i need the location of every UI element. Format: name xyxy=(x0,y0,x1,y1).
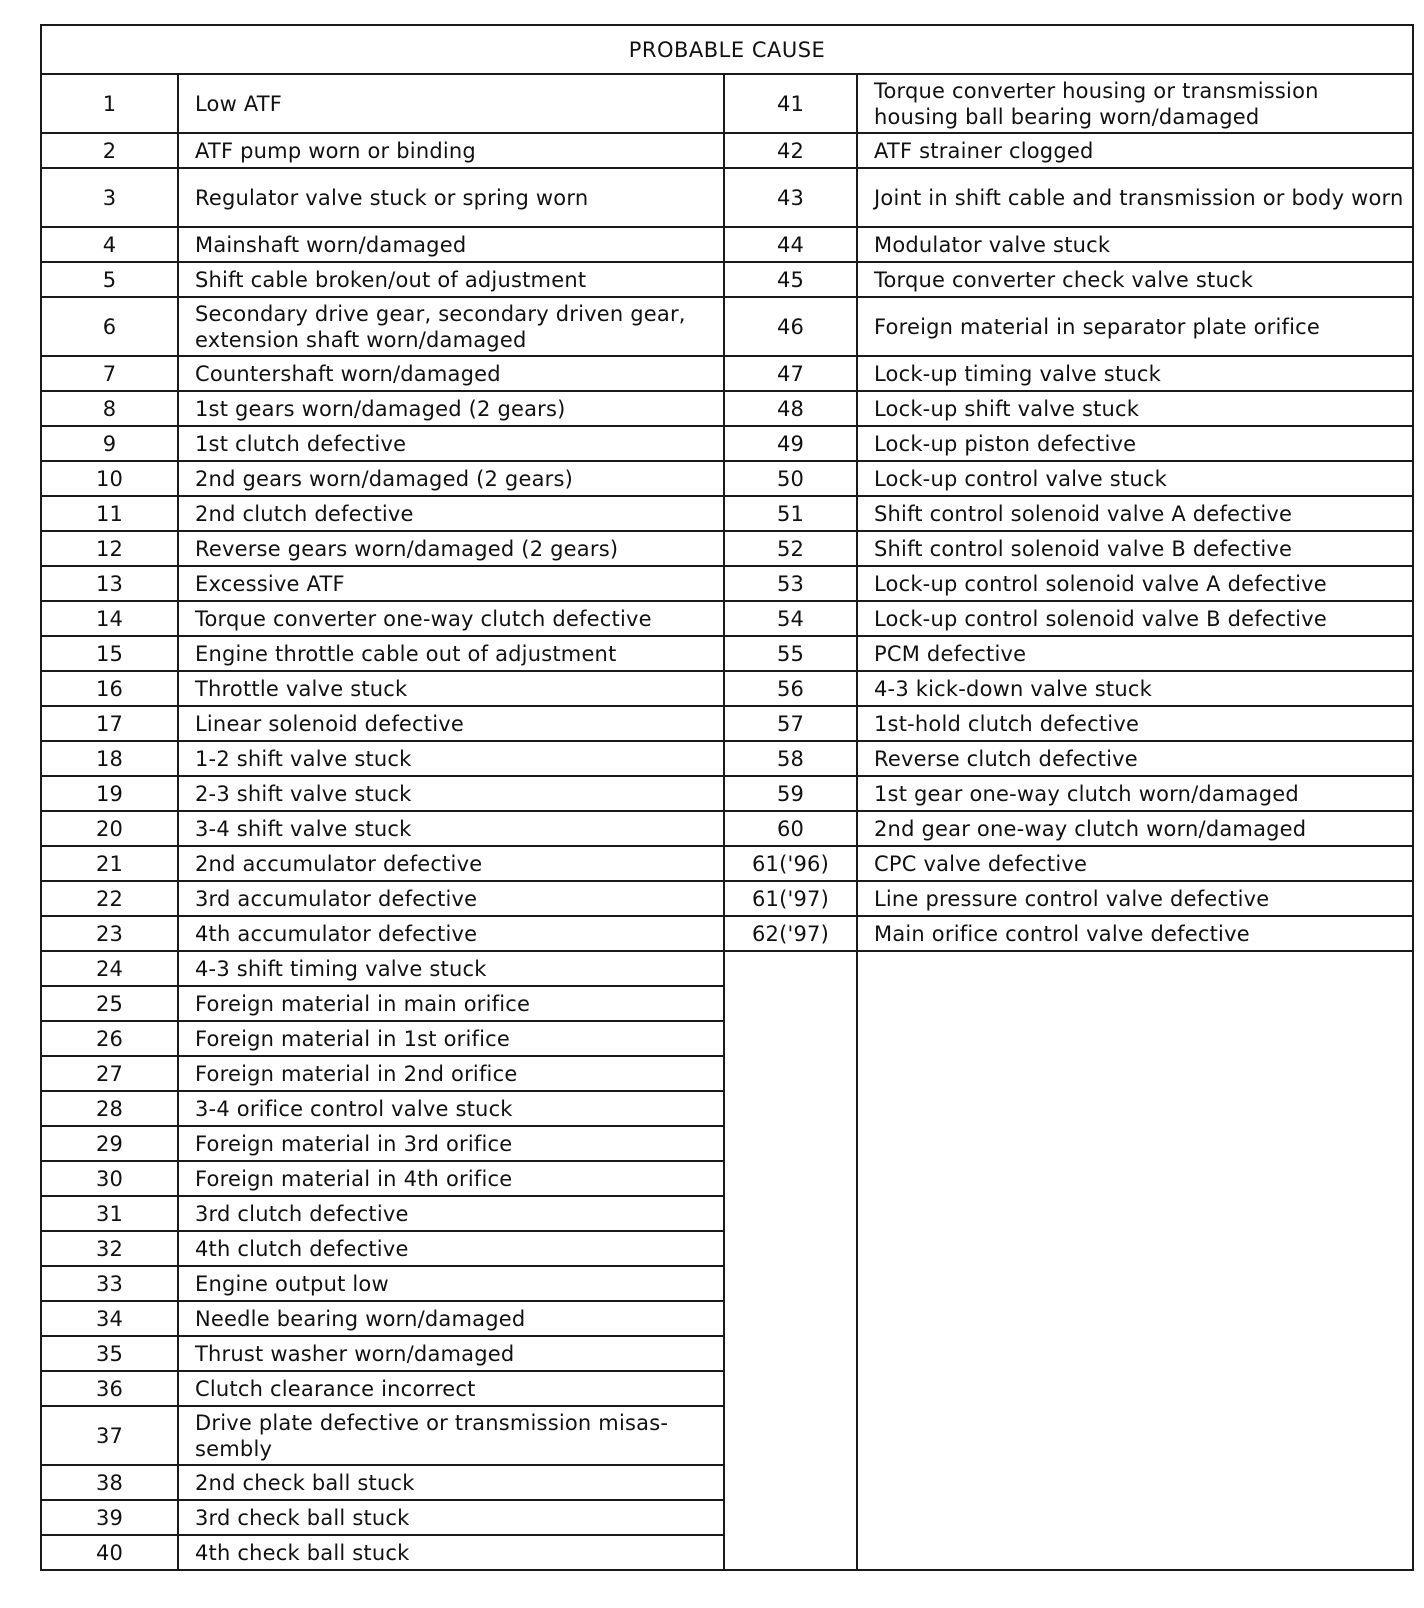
cause-description: 3-4 orifice control valve stuck xyxy=(178,1091,724,1126)
cause-description: Torque converter housing or transmission housing ball bearing worn/damaged xyxy=(857,74,1413,133)
cause-number: 57 xyxy=(724,706,857,741)
cause-number: 51 xyxy=(724,496,857,531)
cause-description: Lock-up piston defective xyxy=(857,426,1413,461)
cause-description: Foreign material in 2nd orifice xyxy=(178,1056,724,1091)
cause-number: 15 xyxy=(41,636,178,671)
table-body xyxy=(41,74,1413,1570)
table-row xyxy=(41,461,1413,496)
cause-description: Linear solenoid defective xyxy=(178,706,724,741)
cause-description: 1st-hold clutch defective xyxy=(857,706,1413,741)
cause-number: 58 xyxy=(724,741,857,776)
cause-number: 56 xyxy=(724,671,857,706)
cause-description: Clutch clearance incorrect xyxy=(178,1371,724,1406)
cause-number: 10 xyxy=(41,461,178,496)
table-row xyxy=(41,671,1413,706)
cause-number: 54 xyxy=(724,601,857,636)
cause-number: 59 xyxy=(724,776,857,811)
cause-description: Throttle valve stuck xyxy=(178,671,724,706)
empty-number-cell xyxy=(724,951,857,1570)
table-row xyxy=(41,636,1413,671)
cause-description: Low ATF xyxy=(178,74,724,133)
cause-description: Needle bearing worn/damaged xyxy=(178,1301,724,1336)
cause-description: 3rd clutch defective xyxy=(178,1196,724,1231)
cause-description: Foreign material in 1st orifice xyxy=(178,1021,724,1056)
cause-number: 21 xyxy=(41,846,178,881)
cause-number: 26 xyxy=(41,1021,178,1056)
table-row xyxy=(41,601,1413,636)
table-row xyxy=(41,168,1413,227)
cause-description: 1-2 shift valve stuck xyxy=(178,741,724,776)
cause-description: 4th accumulator defective xyxy=(178,916,724,951)
cause-number: 8 xyxy=(41,391,178,426)
cause-number: 9 xyxy=(41,426,178,461)
table-row xyxy=(41,227,1413,262)
cause-description: Foreign material in 3rd orifice xyxy=(178,1126,724,1161)
cause-description: 2nd gear one-way clutch worn/damaged xyxy=(857,811,1413,846)
cause-description: 2nd accumulator defective xyxy=(178,846,724,881)
cause-number: 4 xyxy=(41,227,178,262)
cause-description: Foreign material in separator plate orifice xyxy=(857,297,1413,356)
cause-description: ATF pump worn or binding xyxy=(178,133,724,168)
cause-number: 44 xyxy=(724,227,857,262)
cause-number: 6 xyxy=(41,297,178,356)
cause-description: 4th check ball stuck xyxy=(178,1535,724,1570)
cause-number: 19 xyxy=(41,776,178,811)
cause-number: 41 xyxy=(724,74,857,133)
cause-number: 55 xyxy=(724,636,857,671)
cause-description: Reverse clutch defective xyxy=(857,741,1413,776)
cause-description: Joint in shift cable and transmission or body worn xyxy=(857,168,1413,227)
cause-number: 1 xyxy=(41,74,178,133)
cause-number: 30 xyxy=(41,1161,178,1196)
cause-number: 35 xyxy=(41,1336,178,1371)
cause-number: 16 xyxy=(41,671,178,706)
cause-description: Torque converter one-way clutch defective xyxy=(178,601,724,636)
empty-description-cell xyxy=(857,951,1413,1570)
cause-description: 4-3 shift timing valve stuck xyxy=(178,951,724,986)
cause-number: 46 xyxy=(724,297,857,356)
cause-number: 22 xyxy=(41,881,178,916)
cause-description: 2-3 shift valve stuck xyxy=(178,776,724,811)
cause-description: 4th clutch defective xyxy=(178,1231,724,1266)
cause-description: Reverse gears worn/damaged (2 gears) xyxy=(178,531,724,566)
cause-number: 34 xyxy=(41,1301,178,1336)
cause-description: 2nd gears worn/damaged (2 gears) xyxy=(178,461,724,496)
cause-description: 1st gears worn/damaged (2 gears) xyxy=(178,391,724,426)
cause-description: Shift control solenoid valve A defective xyxy=(857,496,1413,531)
table-row xyxy=(41,297,1413,356)
cause-number: 33 xyxy=(41,1266,178,1301)
cause-description: Lock-up control solenoid valve B defective xyxy=(857,601,1413,636)
cause-description: CPC valve defective xyxy=(857,846,1413,881)
table-row xyxy=(41,951,1413,986)
cause-number: 42 xyxy=(724,133,857,168)
cause-number: 37 xyxy=(41,1406,178,1465)
cause-description: Main orifice control valve defective xyxy=(857,916,1413,951)
table-row xyxy=(41,426,1413,461)
cause-description: 1st clutch defective xyxy=(178,426,724,461)
cause-number: 17 xyxy=(41,706,178,741)
cause-description: 4-3 kick-down valve stuck xyxy=(857,671,1413,706)
table-row xyxy=(41,531,1413,566)
cause-description: Modulator valve stuck xyxy=(857,227,1413,262)
cause-number: 47 xyxy=(724,356,857,391)
cause-number: 25 xyxy=(41,986,178,1021)
cause-description: 2nd check ball stuck xyxy=(178,1465,724,1500)
cause-description: Regulator valve stuck or spring worn xyxy=(178,168,724,227)
cause-number: 38 xyxy=(41,1465,178,1500)
cause-number: 24 xyxy=(41,951,178,986)
cause-description: Lock-up shift valve stuck xyxy=(857,391,1413,426)
cause-number: 18 xyxy=(41,741,178,776)
cause-number: 13 xyxy=(41,566,178,601)
table-row xyxy=(41,776,1413,811)
cause-number: 27 xyxy=(41,1056,178,1091)
cause-description: Foreign material in 4th orifice xyxy=(178,1161,724,1196)
cause-number: 36 xyxy=(41,1371,178,1406)
cause-description: ATF strainer clogged xyxy=(857,133,1413,168)
table-row xyxy=(41,846,1413,881)
cause-description: 3rd check ball stuck xyxy=(178,1500,724,1535)
cause-description: Shift control solenoid valve B defective xyxy=(857,531,1413,566)
cause-description: 3rd accumulator defective xyxy=(178,881,724,916)
cause-description: Shift cable broken/out of adjustment xyxy=(178,262,724,297)
cause-number: 39 xyxy=(41,1500,178,1535)
probable-cause-table xyxy=(40,24,1414,1571)
cause-description: Excessive ATF xyxy=(178,566,724,601)
cause-number: 60 xyxy=(724,811,857,846)
cause-number: 23 xyxy=(41,916,178,951)
cause-number: 40 xyxy=(41,1535,178,1570)
cause-number: 32 xyxy=(41,1231,178,1266)
cause-number: 43 xyxy=(724,168,857,227)
cause-number: 62('97) xyxy=(724,916,857,951)
table-row xyxy=(41,881,1413,916)
table-row xyxy=(41,706,1413,741)
table-row xyxy=(41,391,1413,426)
cause-description: Thrust washer worn/damaged xyxy=(178,1336,724,1371)
cause-description: Drive plate defective or transmission misas-sembly xyxy=(178,1406,724,1465)
cause-description: Line pressure control valve defective xyxy=(857,881,1413,916)
cause-number: 61('96) xyxy=(724,846,857,881)
cause-number: 45 xyxy=(724,262,857,297)
table-title: PROBABLE CAUSE xyxy=(41,25,1413,74)
cause-description: 1st gear one-way clutch worn/damaged xyxy=(857,776,1413,811)
cause-description: Foreign material in main orifice xyxy=(178,986,724,1021)
table-row xyxy=(41,262,1413,297)
cause-number: 29 xyxy=(41,1126,178,1161)
cause-number: 61('97) xyxy=(724,881,857,916)
table-row xyxy=(41,356,1413,391)
cause-description: 2nd clutch defective xyxy=(178,496,724,531)
cause-number: 7 xyxy=(41,356,178,391)
cause-number: 11 xyxy=(41,496,178,531)
cause-number: 2 xyxy=(41,133,178,168)
table-row xyxy=(41,74,1413,133)
cause-number: 50 xyxy=(724,461,857,496)
cause-number: 28 xyxy=(41,1091,178,1126)
table-row xyxy=(41,566,1413,601)
cause-number: 48 xyxy=(724,391,857,426)
cause-number: 53 xyxy=(724,566,857,601)
cause-number: 14 xyxy=(41,601,178,636)
cause-description: Secondary drive gear, secondary driven gear, extension shaft worn/damaged xyxy=(178,297,724,356)
cause-description: 3-4 shift valve stuck xyxy=(178,811,724,846)
cause-description: PCM defective xyxy=(857,636,1413,671)
cause-number: 12 xyxy=(41,531,178,566)
cause-description: Lock-up control valve stuck xyxy=(857,461,1413,496)
cause-number: 49 xyxy=(724,426,857,461)
cause-number: 52 xyxy=(724,531,857,566)
cause-description: Torque converter check valve stuck xyxy=(857,262,1413,297)
cause-number: 20 xyxy=(41,811,178,846)
cause-description: Mainshaft worn/damaged xyxy=(178,227,724,262)
cause-number: 3 xyxy=(41,168,178,227)
table-row xyxy=(41,133,1413,168)
probable-cause-sheet xyxy=(40,24,1412,1571)
table-row xyxy=(41,496,1413,531)
cause-description: Engine output low xyxy=(178,1266,724,1301)
table-row xyxy=(41,916,1413,951)
cause-number: 5 xyxy=(41,262,178,297)
cause-description: Lock-up timing valve stuck xyxy=(857,356,1413,391)
table-row xyxy=(41,741,1413,776)
cause-description: Countershaft worn/damaged xyxy=(178,356,724,391)
cause-description: Engine throttle cable out of adjustment xyxy=(178,636,724,671)
cause-number: 31 xyxy=(41,1196,178,1231)
cause-description: Lock-up control solenoid valve A defective xyxy=(857,566,1413,601)
table-row xyxy=(41,811,1413,846)
